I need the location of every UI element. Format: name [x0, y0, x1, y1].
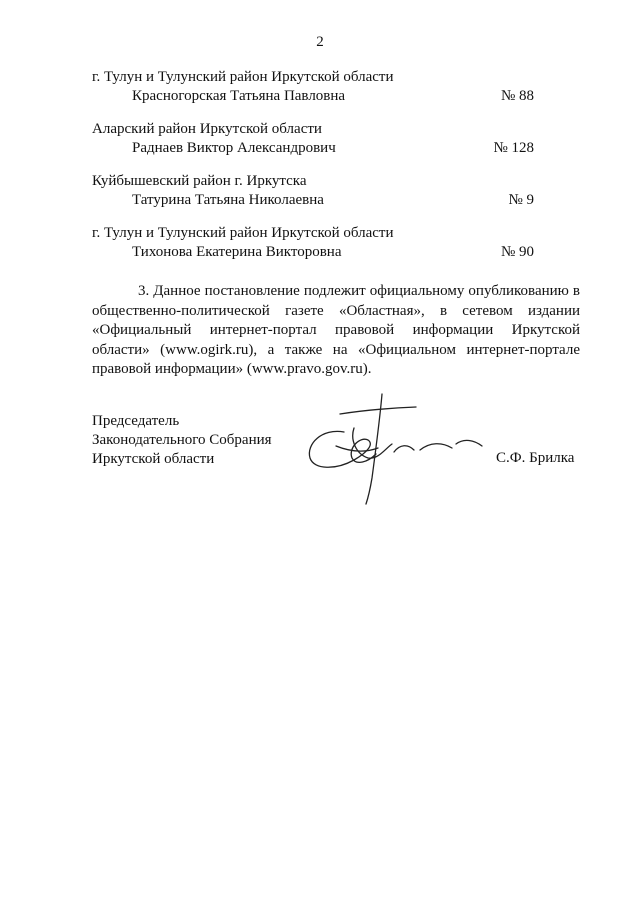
person-name: Тихонова Екатерина Викторовна [132, 244, 342, 260]
handwritten-signature [296, 388, 486, 510]
district-name: Аларский район Иркутской области [92, 121, 322, 137]
deputy-entry [92, 120, 542, 158]
person-row [92, 243, 542, 262]
signer-title [92, 412, 272, 469]
signer-title-line: Законодательного Собрания [92, 432, 272, 448]
district-number: № 90 [500, 244, 534, 260]
district-number: № 9 [508, 192, 534, 208]
district-name: г. Тулун и Тулунский район Иркутской области [92, 225, 394, 241]
signer-title-line: Иркутской области [92, 451, 215, 467]
district-name: Куйбышевский район г. Иркутска [92, 173, 307, 189]
district-name: г. Тулун и Тулунский район Иркутской области [92, 69, 394, 85]
person-name: Раднаев Виктор Александрович [132, 140, 336, 156]
signer-title-line: Председатель [92, 413, 180, 429]
person-row [92, 87, 542, 106]
person-row [92, 139, 542, 158]
person-name: Красногорская Татьяна Павловна [132, 88, 346, 104]
district-number: № 128 [493, 140, 534, 156]
deputy-entry [92, 224, 542, 262]
page-number: 2 [316, 34, 324, 50]
deputy-entry [92, 68, 542, 106]
person-name: Татурина Татьяна Николаевна [132, 192, 324, 208]
publication-paragraph: 3. Данное постановление подлежит официальному опубликованию в общественно-политической газете «Областная», в сетевом издании «Официальный интернет-портал правовой информации Иркутской области» (www.ogirk.ru), а также на «Официальном интернет-портале правовой информации» (www.pravo.gov.ru). [92, 283, 580, 377]
signer-name: С.Ф. Брилка [496, 450, 575, 466]
deputy-entry [92, 172, 542, 210]
district-number: № 88 [500, 88, 534, 104]
person-row [92, 191, 542, 210]
